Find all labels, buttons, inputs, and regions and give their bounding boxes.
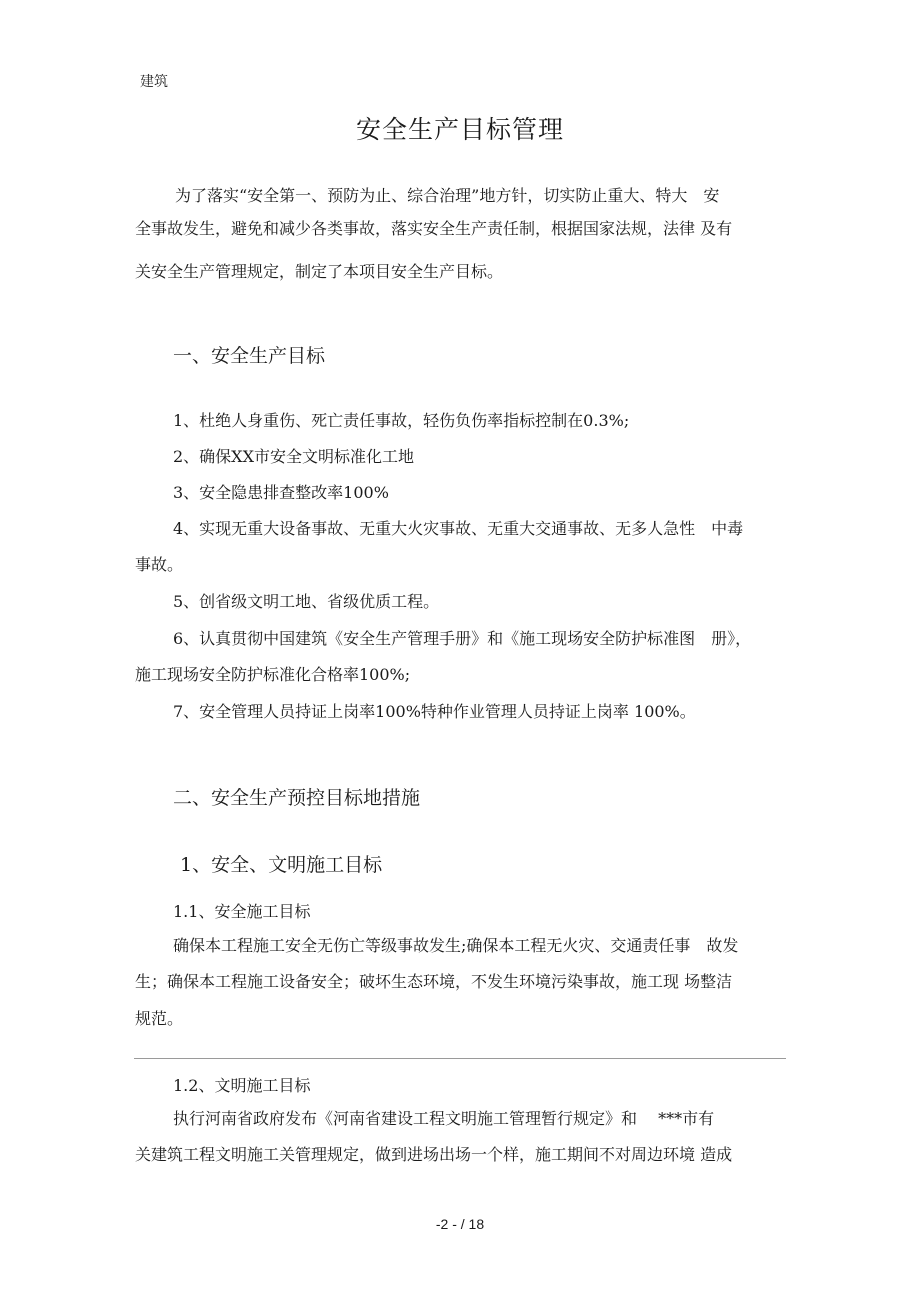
goal-item-2: 2、确保XX市安全文明标准化工地 (173, 447, 414, 466)
civil-goal-line-2: 关建筑工程文明施工关管理规定，做到进场出场一个样，施工期间不对周边环境 造成 (135, 1145, 733, 1164)
subsection-heading-1-1: 1.1、安全施工目标 (173, 902, 311, 921)
section-heading-2: 二、安全生产预控目标地措施 (173, 787, 421, 809)
goal-item-3: 3、安全隐患排查整改率100% (173, 483, 389, 502)
page-number: -2 - / 18 (435, 1216, 485, 1232)
page-divider (134, 1058, 786, 1059)
civil-goal-line-1: 执行河南省政府发布《河南省建设工程文明施工管理暂行规定》和 ***市有 (173, 1109, 715, 1128)
subsection-heading-1: 1、安全、文明施工目标 (180, 854, 383, 876)
goal-item-6-cont: 施工现场安全防护标准化合格率100%; (135, 665, 411, 684)
running-header: 建筑 (140, 74, 168, 90)
safety-goal-line-2: 生；确保本工程施工设备安全；破坏生态环境，不发生环境污染事故，施工现 场整洁 (135, 972, 733, 991)
goal-item-4-cont: 事故。 (135, 555, 184, 574)
goal-item-7: 7、安全管理人员持证上岗率100%特种作业管理人员持证上岗率 100%。 (173, 702, 696, 721)
goal-item-5: 5、创省级文明工地、省级优质工程。 (173, 592, 440, 611)
safety-goal-line-1: 确保本工程施工安全无伤亡等级事故发生;确保本工程无火灾、交通责任事 故发 (173, 936, 739, 955)
intro-line-1: 为了落实“安全第一、预防为止、综合治理”地方针，切实防止重大、特大 安 (175, 186, 720, 205)
goal-item-6: 6、认真贯彻中国建筑《安全生产管理手册》和《施工现场安全防护标准图 册》， (173, 629, 752, 648)
subsection-heading-1-2: 1.2、文明施工目标 (173, 1076, 311, 1095)
intro-line-2: 全事故发生，避免和减少各类事故，落实安全生产责任制，根据国家法规，法律 及有 (135, 219, 733, 238)
goal-item-1: 1、杜绝人身重伤、死亡责任事故，轻伤负伤率指标控制在0.3%; (173, 411, 630, 430)
goal-item-4: 4、实现无重大设备事故、无重大火灾事故、无重大交通事故、无多人急性 中毒 (173, 519, 744, 538)
page-title: 安全生产目标管理 (355, 115, 564, 144)
safety-goal-line-3: 规范。 (135, 1009, 184, 1028)
intro-line-3: 关安全生产管理规定，制定了本项目安全生产目标。 (135, 262, 504, 281)
section-heading-1: 一、安全生产目标 (173, 345, 326, 367)
